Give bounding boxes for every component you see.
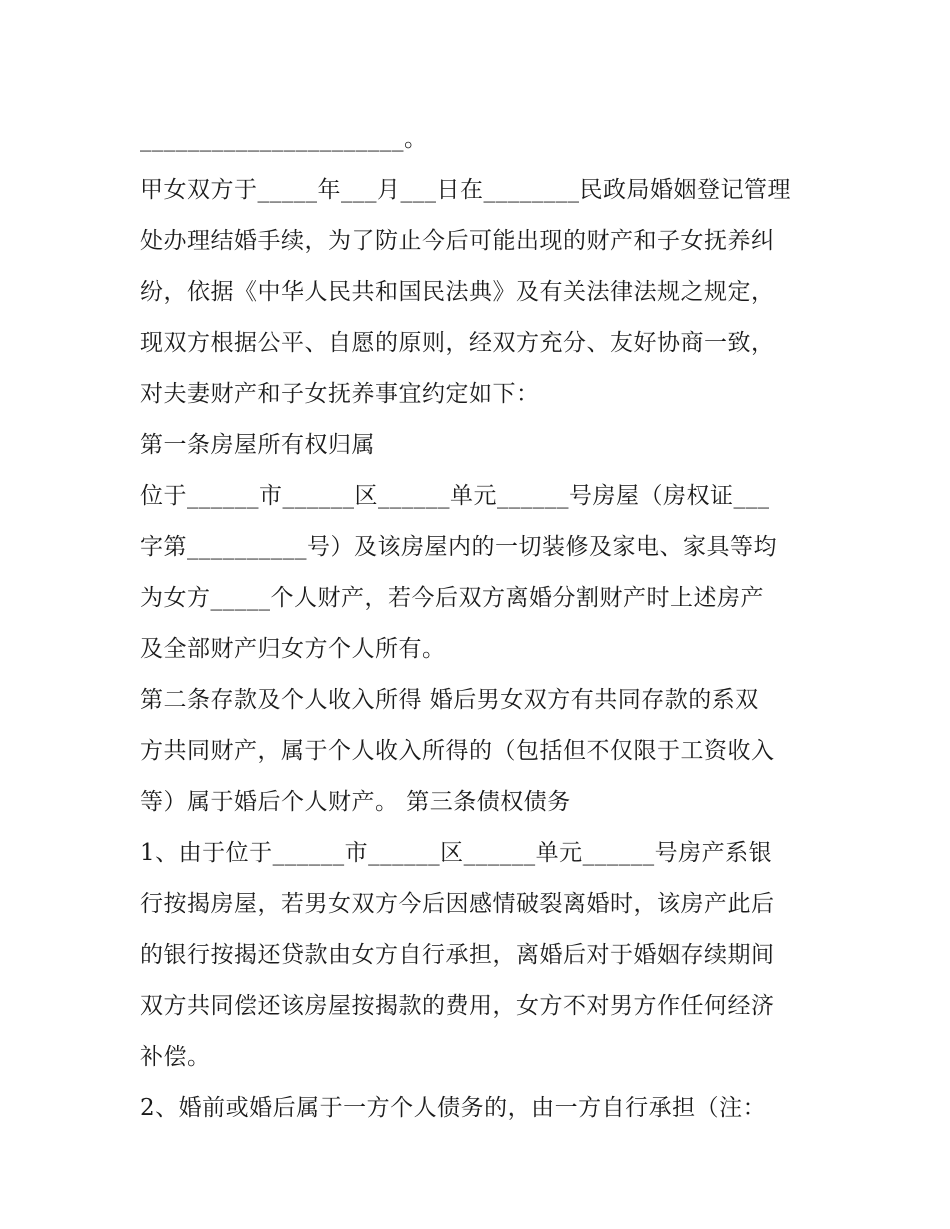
text-line: 双方共同偿还该房屋按揭款的费用，女方不对男方作任何经济	[140, 993, 775, 1019]
section-heading: 第一条房屋所有权归属	[140, 432, 375, 458]
text-line: 行按揭房屋，若男女双方今后因感情破裂离婚时，该房产此后	[140, 891, 775, 917]
text-line: 位于______市______区______单元______号房屋（房权证___	[140, 483, 770, 509]
text-line: 现双方根据公平、自愿的原则，经双方充分、友好协商一致，	[140, 330, 775, 356]
text-line: 字第__________号）及该房屋内的一切装修及家电、家具等均	[140, 534, 777, 560]
text-line: 纷，依据《中华人民共和国民法典》及有关法律法规之规定，	[140, 279, 775, 305]
agreement-text	[140, 114, 820, 1134]
text-line: 1、由于位于______市______区______单元______号房产系银	[140, 840, 773, 866]
text-line: 等）属于婚后个人财产。 第三条债权债务	[140, 789, 571, 815]
text-line: 补偿。	[140, 1044, 211, 1070]
text-line: 的银行按揭还贷款由女方自行承担，离婚后对于婚姻存续期间	[140, 942, 775, 968]
text-line: ______________________。	[140, 126, 428, 152]
text-line: 2、婚前或婚后属于一方个人债务的，由一方自行承担（注：	[140, 1095, 767, 1121]
text-line: 甲女双方于_____年___月___日在________民政局婚姻登记管理	[140, 177, 791, 203]
text-line: 及全部财产归女方个人所有。	[140, 636, 446, 662]
text-line: 处办理结婚手续，为了防止今后可能出现的财产和子女抚养纠	[140, 228, 775, 254]
text-line: 对夫妻财产和子女抚养事宜约定如下：	[140, 381, 540, 407]
section-heading: 第二条存款及个人收入所得 婚后男女双方有共同存款的系双	[140, 687, 759, 713]
text-line: 为女方_____个人财产，若今后双方离婚分割财产时上述房产	[140, 585, 764, 611]
text-line: 方共同财产，属于个人收入所得的（包括但不仅限于工资收入	[140, 738, 775, 764]
